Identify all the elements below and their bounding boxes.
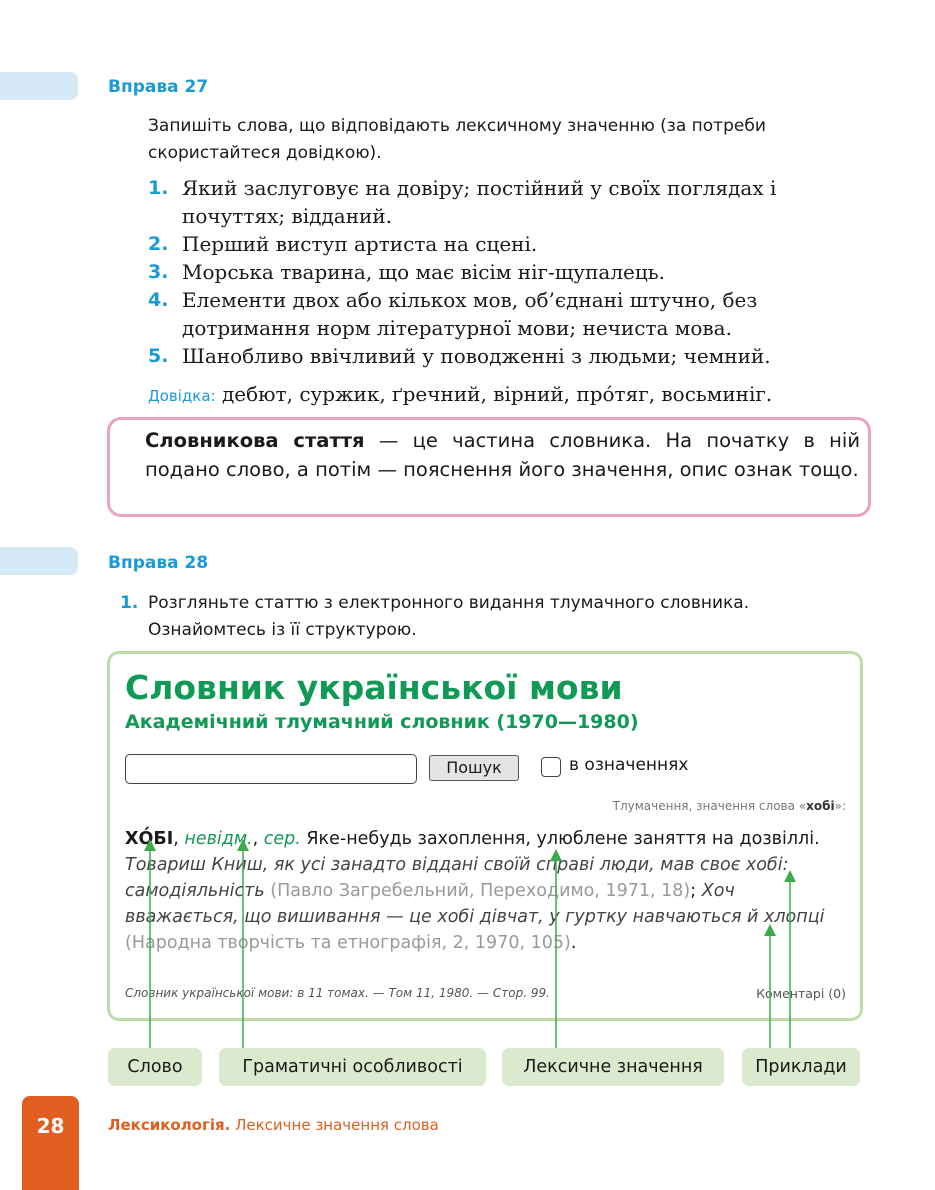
label-examples: Приклади bbox=[742, 1048, 860, 1086]
item-number: 2. bbox=[148, 233, 169, 255]
footer-running-title bbox=[108, 1116, 439, 1134]
item-number: 5. bbox=[148, 345, 169, 367]
definition-term: Словникова стаття bbox=[145, 429, 365, 452]
grammar-mark: сер. bbox=[263, 829, 301, 849]
definition-text: — це частина словника. На початку в ній подано слово, а потім — пояснення його значення, опис ознак тощо. bbox=[145, 429, 861, 481]
item-number: 4. bbox=[148, 289, 169, 311]
task-text: Розгляньте статтю з електронного видання тлумачного словника. Ознайомтесь із її структурою. bbox=[148, 593, 750, 640]
dictionary-entry: ХО́БІ, невідм., сер. Яке-небудь захоплення, улюблене заняття на дозвіллі. Товариш Книш, як усі занадто віддані своїй справі люди, мав своє хобі: самодіяльність (Павло Загребельний, Переходимо, 1971, 18); Хоч вважається, що вишивання — це хобі дівчат, у гуртку навчаються й хлопці (Народна творчість та етнографія, 2, 1970, 105). bbox=[125, 829, 825, 953]
list-item bbox=[148, 342, 863, 370]
comments-link[interactable]: Коментарі (0) bbox=[756, 986, 846, 1001]
list-item bbox=[148, 174, 863, 230]
list-item bbox=[148, 258, 863, 286]
task-number: 1. bbox=[120, 593, 139, 613]
dictionary-panel bbox=[107, 651, 863, 1021]
search-button[interactable]: Пошук bbox=[429, 755, 519, 781]
caption-word: хобі bbox=[806, 799, 835, 813]
item-text: Шанобливо ввічливий у поводженні з людьми; чемний. bbox=[182, 344, 771, 368]
label-word: Слово bbox=[108, 1048, 202, 1086]
in-definitions-checkbox[interactable] bbox=[541, 757, 561, 777]
entry-caption: Тлумачення, значення слова «хобі»: bbox=[612, 799, 846, 813]
section-tab-marker bbox=[0, 72, 78, 100]
footer-topic: Лексичне значення слова bbox=[235, 1116, 439, 1134]
item-number: 3. bbox=[148, 261, 169, 283]
headword: ХО́БІ bbox=[125, 829, 174, 849]
lexical-meaning: Яке-небудь захоплення, улюблене заняття на дозвіллі. bbox=[300, 829, 820, 849]
example-quote: Хоч вважається, що вишивання — це хобі дівчат, у гуртку навчаються й хлопці bbox=[125, 881, 825, 927]
exercise-27-list bbox=[148, 174, 863, 370]
reference-line bbox=[148, 382, 863, 406]
list-item bbox=[148, 230, 863, 258]
exercise-28-title: Вправа 28 bbox=[108, 553, 209, 573]
label-meaning: Лексичне значення bbox=[502, 1048, 724, 1086]
example-quote: Товариш Книш, як усі занадто віддані своїй справі люди, мав своє хобі: самодіяльність bbox=[125, 855, 789, 901]
item-text: Елементи двох або кількох мов, об’єднані штучно, без дотримання норм літературної мови; нечиста мова. bbox=[182, 288, 758, 340]
reference-words: дебют, суржик, ґречний, вірний, про́тяг, восьминіг. bbox=[221, 382, 773, 406]
footer-section: Лексикологія. bbox=[108, 1116, 231, 1134]
item-number: 1. bbox=[148, 177, 169, 199]
list-item bbox=[148, 286, 863, 342]
item-text: Який заслуговує на довіру; постійний у своїх поглядах і почуттях; відданий. bbox=[182, 176, 777, 228]
dictionary-subtitle: Академічний тлумачний словник (1970—1980) bbox=[125, 711, 639, 733]
exercise-27-instruction: Запишіть слова, що відповідають лексичному значенню (за потреби скористайтеся довідкою). bbox=[148, 116, 766, 163]
reference-label: Довідка: bbox=[148, 387, 216, 405]
item-text: Морська тварина, що має вісім ніг-щупалець. bbox=[182, 260, 665, 284]
example-source: (Павло Загребельний, Переходимо, 1971, 18) bbox=[264, 881, 691, 901]
dictionary-title: Словник української мови bbox=[125, 668, 623, 707]
example-source: (Народна творчість та етнографія, 2, 1970, 105) bbox=[125, 933, 571, 953]
item-text: Перший виступ артиста на сцені. bbox=[182, 232, 538, 256]
checkbox-label: в означеннях bbox=[569, 755, 689, 775]
label-grammar: Граматичні особливості bbox=[219, 1048, 486, 1086]
definition-box bbox=[107, 417, 871, 517]
search-input[interactable] bbox=[125, 754, 417, 784]
section-tab-marker bbox=[0, 547, 78, 575]
dictionary-source-line: Словник української мови: в 11 томах. — Том 11, 1980. — Стор. 99. bbox=[125, 986, 550, 1000]
exercise-28-task bbox=[120, 590, 860, 644]
grammar-mark: невідм. bbox=[184, 829, 253, 849]
page-number: 28 bbox=[22, 1096, 79, 1190]
exercise-27-title: Вправа 27 bbox=[108, 77, 209, 97]
